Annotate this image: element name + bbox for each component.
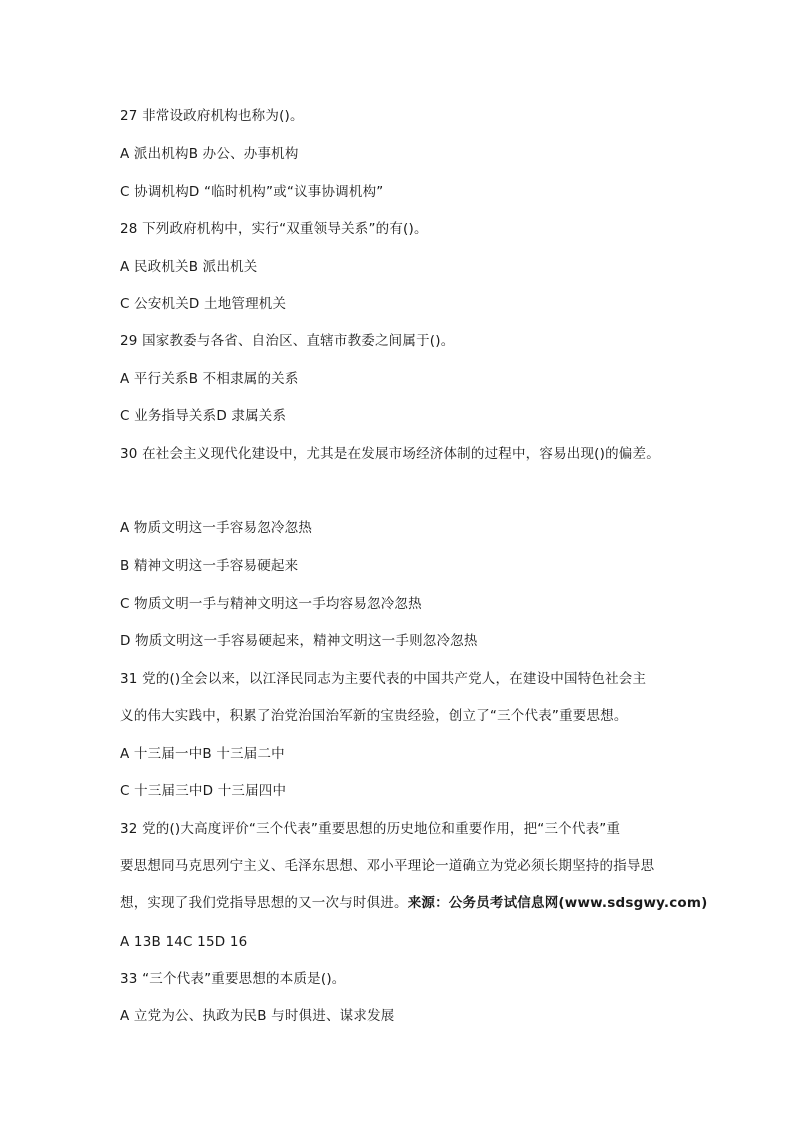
question-29-options-ab: A 平行关系B 不相隶属的关系 [120,371,299,387]
question-31-options-cd: C 十三届三中D 十三届四中 [120,783,287,799]
question-30-option-a: A 物质文明这一手容易忽冷忽热 [120,520,313,536]
question-30-option-c: C 物质文明一手与精神文明这一手均容易忽冷忽热 [120,596,422,612]
question-30-option-b: B 精神文明这一手容易硬起来 [120,558,299,574]
question-31-line-1: 31 党的()全会以来，以江泽民同志为主要代表的中国共产党人，在建设中国特色社会主 [120,671,647,687]
question-30: 30 在社会主义现代化建设中，尤其是在发展市场经济体制的过程中，容易出现()的偏差。 [120,446,660,462]
question-29-options-cd: C 业务指导关系D 隶属关系 [120,408,287,424]
question-28: 28 下列政府机构中，实行“双重领导关系”的有()。 [120,221,428,237]
question-33: 33 “三个代表”重要思想的本质是()。 [120,971,346,987]
question-32-line-3 [120,894,708,912]
question-31-line-2: 义的伟大实践中，积累了治党治国治军新的宝贵经验，创立了“三个代表”重要思想。 [120,708,628,724]
source-note: 来源：公务员考试信息网(www.sdsgwy.com) [407,895,708,911]
question-27-options-cd: C 协调机构D “临时机构”或“议事协调机构” [120,184,384,200]
question-27: 27 非常设政府机构也称为()。 [120,108,304,124]
question-32-line-2: 要思想同马克思列宁主义、毛泽东思想、邓小平理论一道确立为党必须长期坚持的指导思 [120,858,655,874]
question-33-options-ab: A 立党为公、执政为民B 与时俱进、谋求发展 [120,1008,395,1024]
question-27-options-ab: A 派出机构B 办公、办事机构 [120,146,299,162]
question-28-options-ab: A 民政机关B 派出机关 [120,259,258,275]
question-31-options-ab: A 十三届一中B 十三届二中 [120,746,285,762]
question-30-option-d: D 物质文明这一手容易硬起来，精神文明这一手则忽冷忽热 [120,633,478,649]
question-32-line-1: 32 党的()大高度评价“三个代表”重要思想的历史地位和重要作用，把“三个代表”重 [120,821,621,837]
question-32-line-3-text: 想，实现了我们党指导思想的又一次与时俱进。 [120,895,408,911]
question-28-options-cd: C 公安机关D 土地管理机关 [120,296,287,312]
question-29: 29 国家教委与各省、自治区、直辖市教委之间属于()。 [120,333,455,349]
question-32-options: A 13B 14C 15D 16 [120,934,248,950]
